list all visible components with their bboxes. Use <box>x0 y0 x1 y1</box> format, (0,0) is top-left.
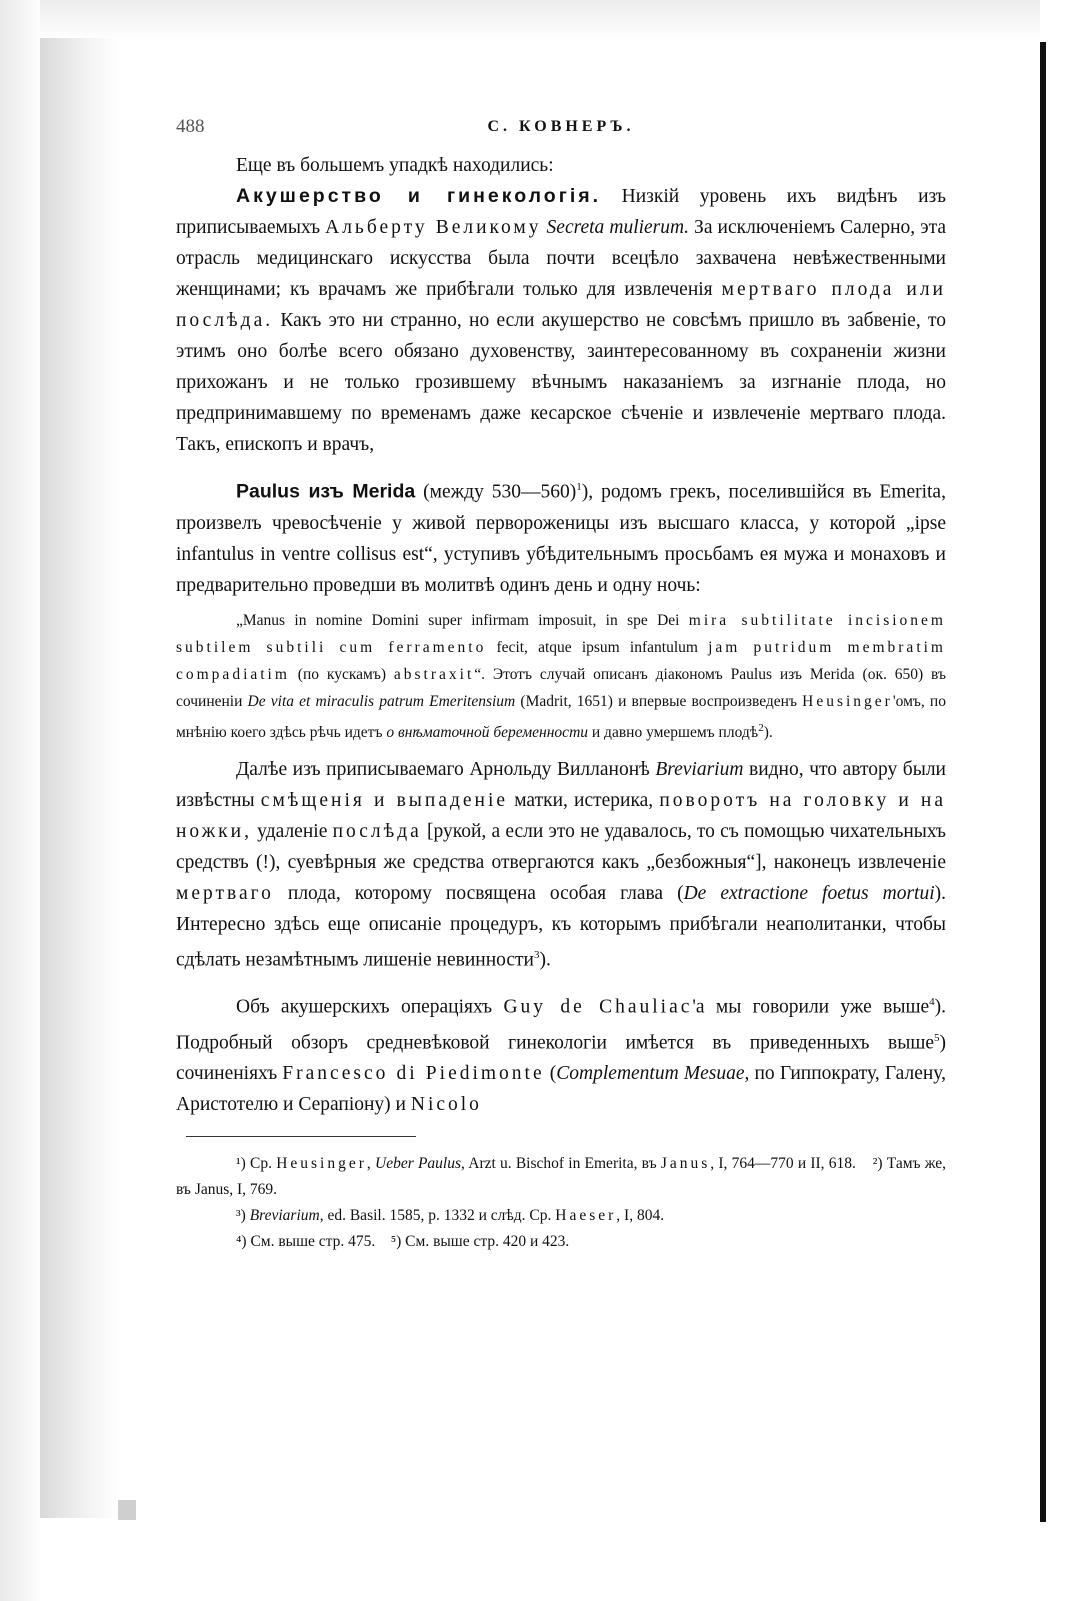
footnote-4-and-5 <box>176 1229 946 1255</box>
latin-quote: „Manus in nomine Domini super infirmam imposuit, in spe Dei mira subtilitate incisionem subtilem subtili cum ferramento fecit, atque ipsum infantulum jam putridum membratim compadiatim (по кускамъ) abstraxit“. Этотъ случай описанъ діакономъ Paulus изъ Merida (ок. 650) въ сочиненіи De vita et miraculis patrum Emeritensium (Madrit, 1651) и впервые воспроизведенъ Heusinger'омъ, по мнѣнію коего здѣсь рѣчь идетъ о внѣматочной беременности и давно умершемъ плодѣ$^2$). <box>176 611 947 741</box>
scan-page-edge <box>1040 42 1046 1522</box>
book-page <box>176 110 946 1255</box>
section-heading: Акушерство и гинекологія. <box>236 185 602 207</box>
footnote-2: ²) Тамъ же, въ Janus, I, 769. <box>176 1155 947 1199</box>
paragraph-intro: Еще въ большемъ упадкѣ находились: <box>236 155 554 176</box>
paragraph-paulus: Paulus изъ Merida (между 530—560)$^1$), родомъ грекъ, поселившійся въ Emerita, произвелъ чревосѣченіе у живой перворожeницы изъ высшаго класса, у которой „ipse infantulus in ventre collisus est“, уступивъ убѣдительнымъ просьбамъ ея мужа и монаховъ и предварительно проведши въ молитвѣ одинъ день и одну ночь: <box>176 480 946 596</box>
page-header <box>176 110 946 150</box>
footnote-5: ⁵) См. выше стр. 420 и 423. <box>390 1233 570 1251</box>
footnote-divider <box>186 1136 416 1137</box>
person-name: Paulus изъ Merida <box>236 480 416 503</box>
scan-margin-left <box>0 0 40 1601</box>
page-number: 488 <box>176 116 205 137</box>
paragraph-operations: Объ акушерскихъ операціяхъ Guy de Chauliac'а мы говорили уже выше$^4$). Подробный обзоръ средневѣковой гинекологіи имѣется въ приведенныхъ выше$^5$) сочиненіяхъ Francesco di Piedimonte (Complementum Mesuae, по Гиппократу, Галену, Аристотелю и Серапіону) и Nicolo <box>176 996 946 1116</box>
scan-artifact <box>118 1500 136 1520</box>
footnote-3: ³) Breviarium, ed. Basil. 1585, p. 1332 и слѣд. Ср. Haeser, I, 804. <box>236 1207 665 1225</box>
scan-gutter-shadow <box>40 38 120 1518</box>
footnote-1-and-2: ¹) Ср. Heusinger, Ueber Paulus, Arzt u. Bischof in Emerita, въ Janus, I, 764—770 и II, 618. ²) Тамъ же, въ Janus, I, 769. <box>176 1155 947 1199</box>
paragraph-breviarium: Далѣе изъ приписываемаго Арнольду Вилланонѣ Breviarium видно, что автору были извѣстны смѣщенія и выпаденіе матки, истерика, поворотъ на головку и на ножки, удаленіе послѣда [рукой, а если это не удавалось, то съ помощью чихательныхъ средствъ (!), суевѣрныя же средства отвергаются какъ „безбожныя“], наконецъ извлеченіе мертваго плода, которому посвящена особая глава (De extractione foetus mortui). Интересно здѣсь еще описаніе процедуръ, къ которымъ прибѣгали неаполитанки, чтобы сдѣлать незамѣтнымъ лишеніе невинности$^3$). <box>176 758 946 971</box>
footnote-4: ⁴) См. выше стр. 475. <box>236 1233 376 1251</box>
paragraph-obstetrics: Акушерство и гинекологія. Низкій уровень ихъ видѣнъ изъ приписываемыхъ Альберту Великому Secreta mulierum. За исключеніемъ Салерно, эта отрасль медицинскаго искусства была почти всецѣло захвачена невѣжественными женщинами; къ врачамъ же прибѣгали только для извлеченія мертваго плода или послѣда. Какъ это ни странно, но если акушерство не совсѣмъ пришло въ забвеніе, то этимъ оно болѣе всего обязано духовенству, заинтересованному въ сохраненіи жизни прихожанъ и не только грозившему вѣчнымъ наказаніемъ за изгнаніе плода, но предпринимавшему по временамъ даже кесарское сѣченіе и извлеченіе мертваго плода. Такъ, епископъ и врачъ, <box>176 185 946 455</box>
footnotes <box>176 1151 946 1255</box>
running-head: С. КОВНЕРЪ. <box>487 118 635 135</box>
scan-margin-top <box>40 0 1040 40</box>
